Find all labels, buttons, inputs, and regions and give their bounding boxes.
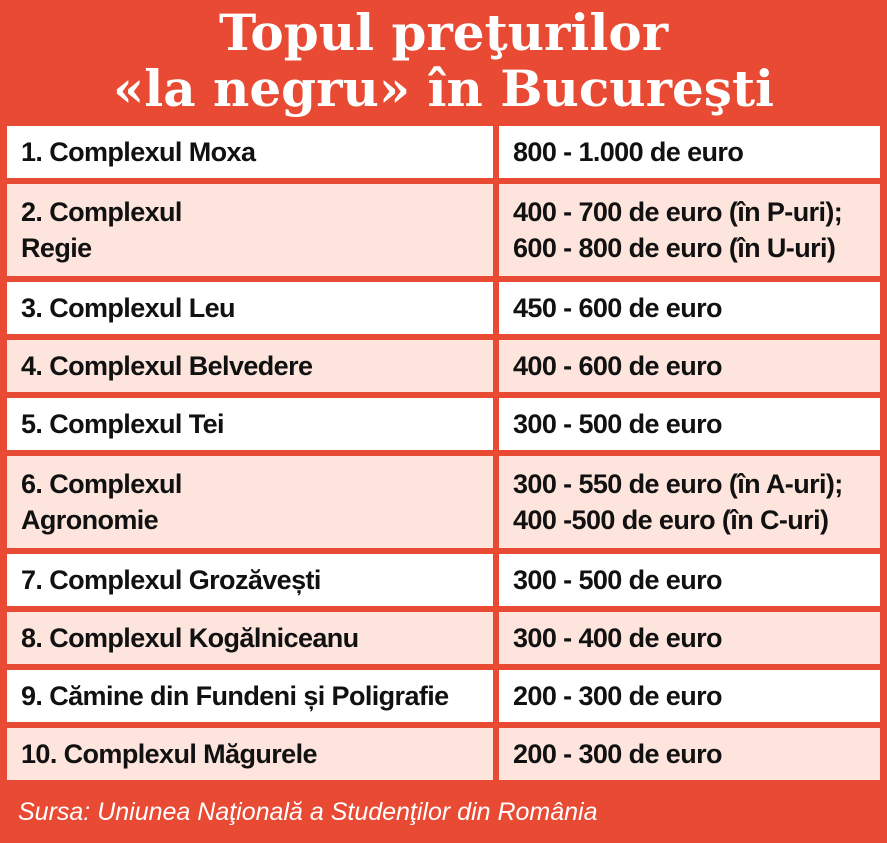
complex-name: 9. Cămine din Fundeni și Poligrafie <box>21 681 449 711</box>
price-range: 400 - 600 de euro <box>513 351 722 381</box>
complex-name: 7. Complexul Grozăvești <box>21 565 321 595</box>
complex-name: 8. Complexul Kogălniceanu <box>21 623 359 653</box>
complex-name-cell <box>7 554 493 606</box>
table-row <box>7 184 880 276</box>
price-cell <box>499 670 880 722</box>
complex-name-cell <box>7 126 493 178</box>
price-range: 300 - 550 de euro (în A-uri); <box>513 469 843 499</box>
complex-name-cell <box>7 184 493 276</box>
table-row <box>7 554 880 606</box>
table-row <box>7 126 880 178</box>
table-row <box>7 398 880 450</box>
complex-name-cell <box>7 728 493 780</box>
price-cell <box>499 398 880 450</box>
complex-name: 4. Complexul Belvedere <box>21 351 313 381</box>
price-cell <box>499 612 880 664</box>
complex-name: 1. Complexul Moxa <box>21 137 256 167</box>
price-range: 400 - 700 de euro (în P-uri); <box>513 197 843 227</box>
price-cell <box>499 456 880 548</box>
price-cell <box>499 340 880 392</box>
complex-name-cell <box>7 612 493 664</box>
complex-name-cell <box>7 340 493 392</box>
price-cell <box>499 728 880 780</box>
price-range: 300 - 400 de euro <box>513 623 722 653</box>
complex-name: 2. Complexul <box>21 197 182 227</box>
source-credit: Sursa: Uniunea Naţională a Studenţilor din România <box>18 798 598 826</box>
price-range-secondary: 600 - 800 de euro (în U-uri) <box>513 233 836 263</box>
price-cell <box>499 282 880 334</box>
price-range: 450 - 600 de euro <box>513 293 722 323</box>
complex-name-cell <box>7 398 493 450</box>
price-range-secondary: 400 -500 de euro (în C-uri) <box>513 505 829 535</box>
table-row <box>7 728 880 780</box>
complex-name: 3. Complexul Leu <box>21 293 235 323</box>
price-cell <box>499 184 880 276</box>
title-line-2: «la negru» în Bucureşti <box>112 59 775 118</box>
title-line-1: Topul preţurilor <box>218 3 669 62</box>
table-row <box>7 670 880 722</box>
table-row <box>7 340 880 392</box>
complex-name-cell <box>7 456 493 548</box>
price-range: 200 - 300 de euro <box>513 739 722 769</box>
table-row <box>7 612 880 664</box>
price-cell <box>499 554 880 606</box>
price-table <box>7 126 880 786</box>
page-title <box>0 0 887 122</box>
complex-name-cell <box>7 282 493 334</box>
table-row <box>7 456 880 548</box>
price-range: 200 - 300 de euro <box>513 681 722 711</box>
price-range: 300 - 500 de euro <box>513 409 722 439</box>
complex-name: 6. Complexul <box>21 469 182 499</box>
price-cell <box>499 126 880 178</box>
complex-name: 10. Complexul Măgurele <box>21 739 317 769</box>
price-range: 800 - 1.000 de euro <box>513 137 744 167</box>
price-range: 300 - 500 de euro <box>513 565 722 595</box>
table-row <box>7 282 880 334</box>
complex-name-continued: Regie <box>21 233 92 263</box>
complex-name-continued: Agronomie <box>21 505 159 535</box>
complex-name-cell <box>7 670 493 722</box>
complex-name: 5. Complexul Tei <box>21 409 224 439</box>
